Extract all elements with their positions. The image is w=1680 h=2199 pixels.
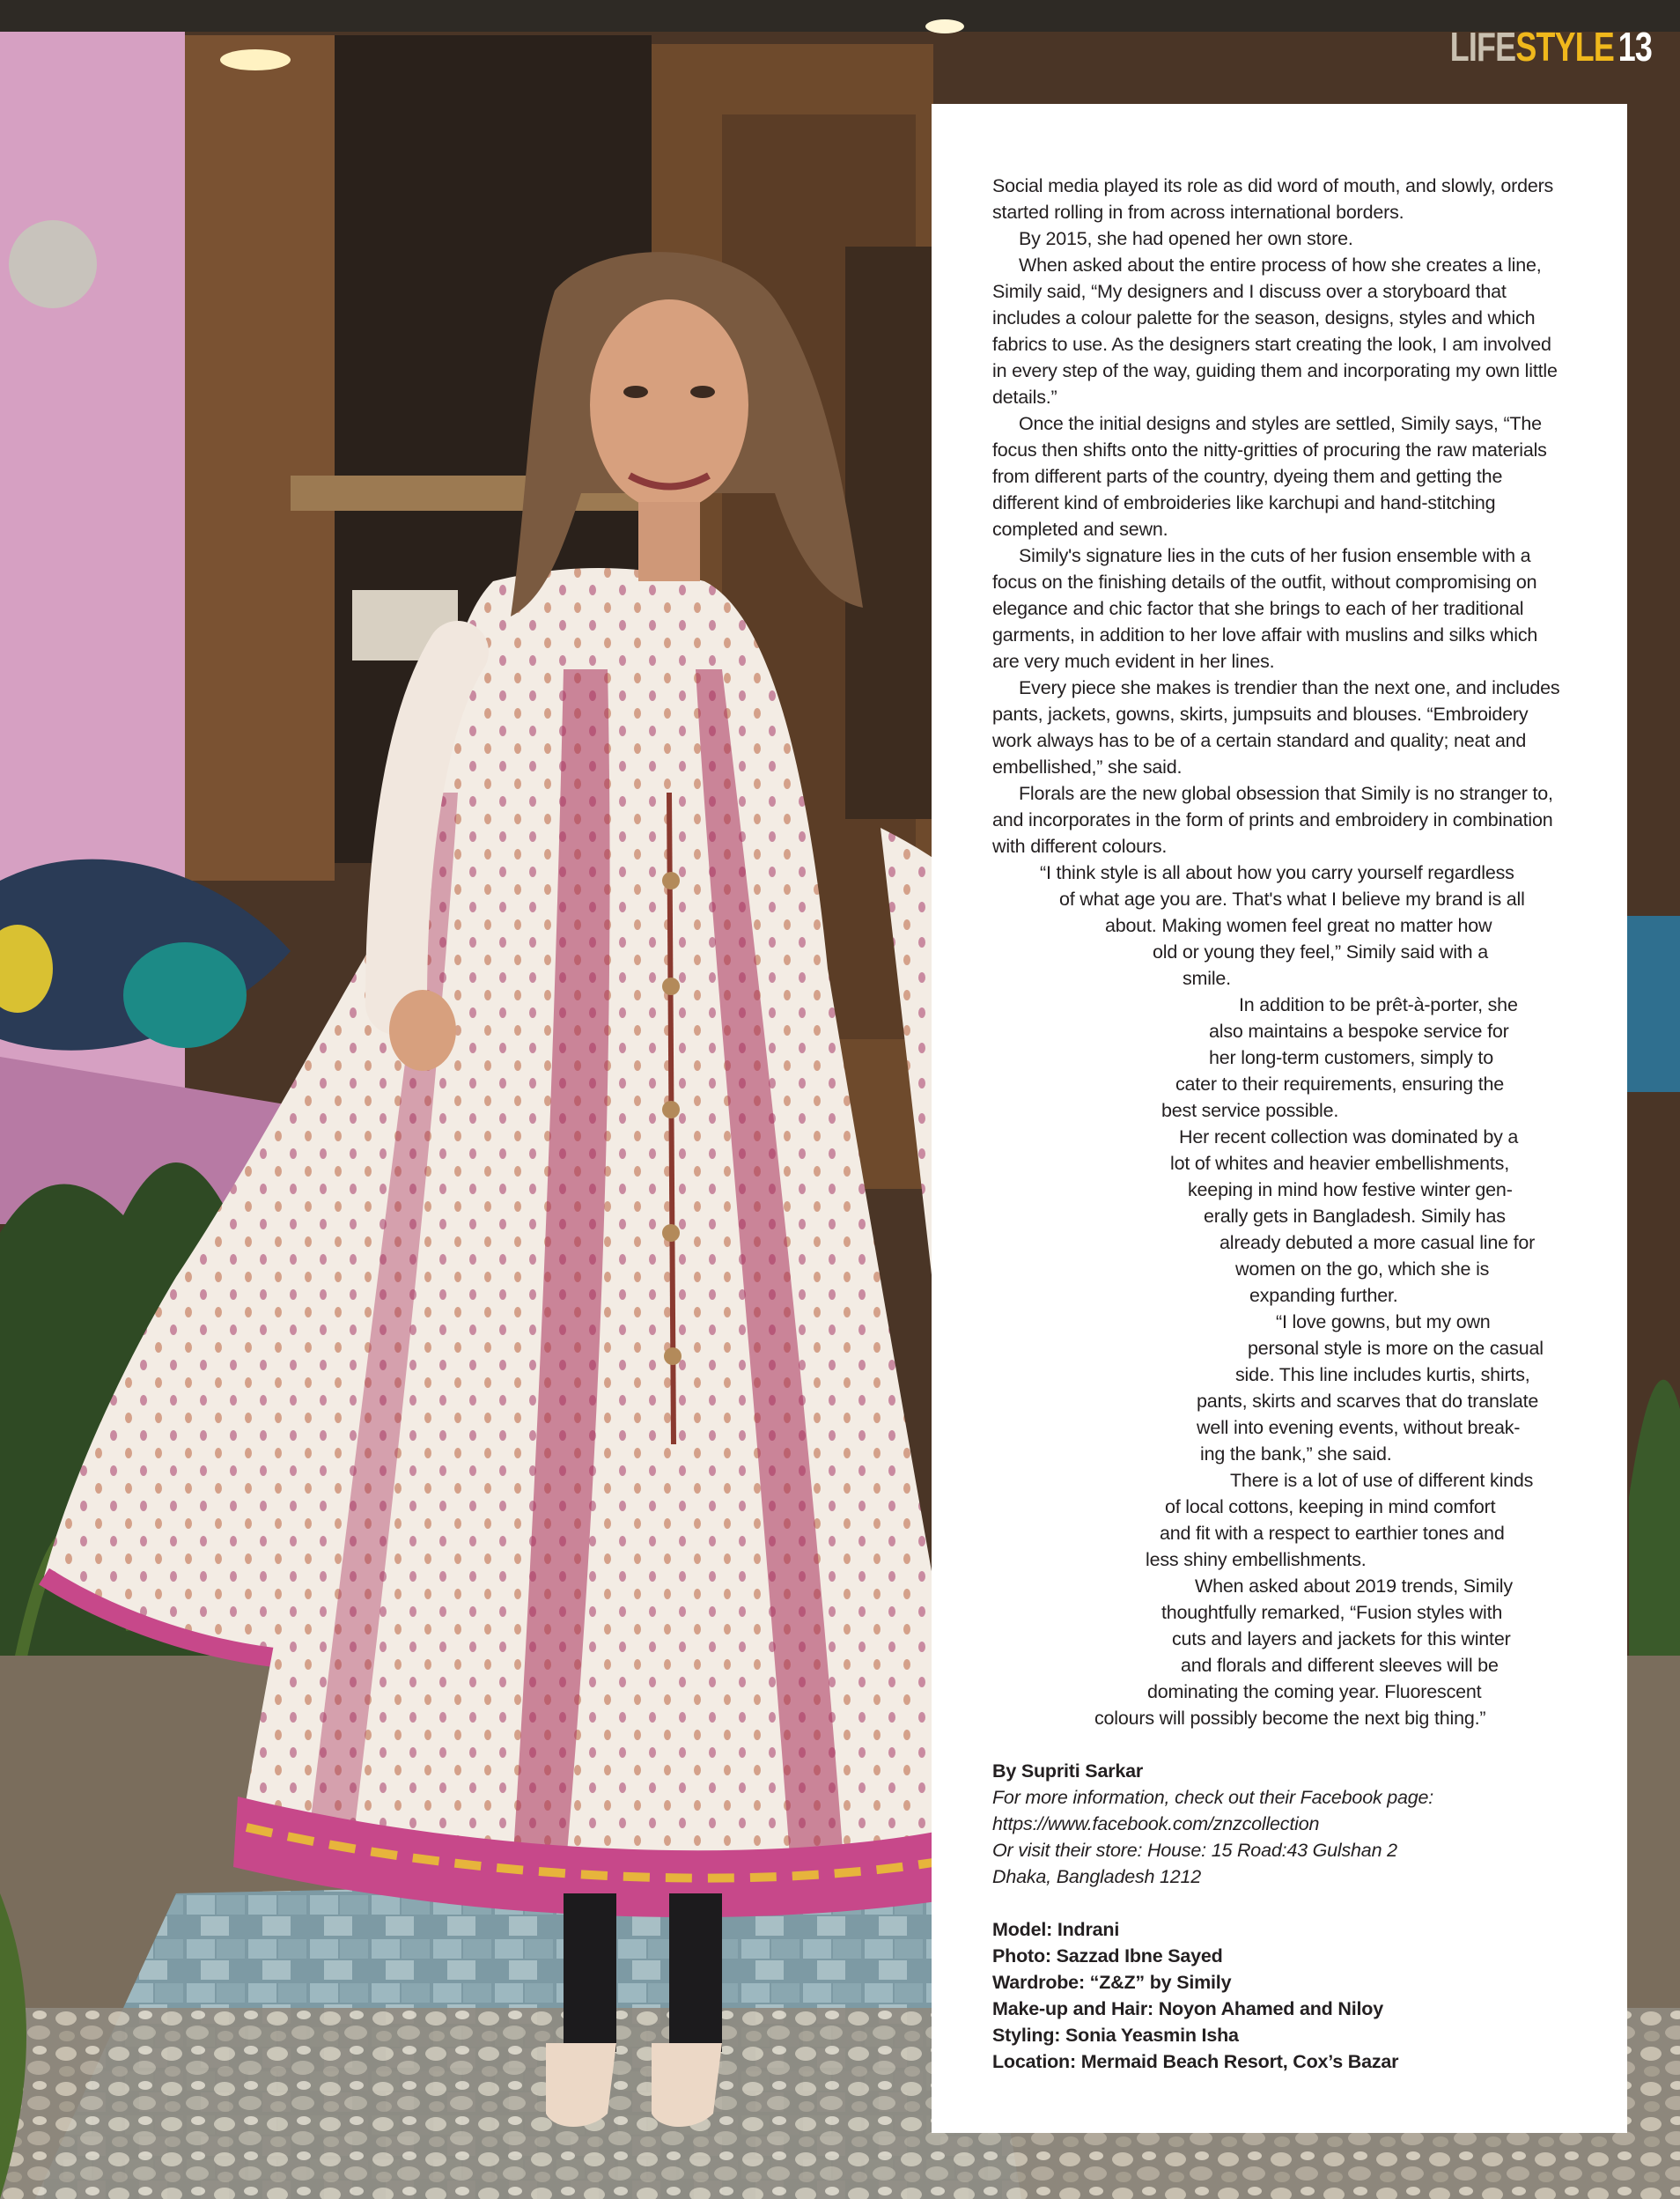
author: By Supriti Sarkar: [992, 1760, 1144, 1782]
article-paragraph: Social media played its role as did word of mouth, and slowly, orders started rolling in from across international borders.: [992, 175, 1554, 223]
article-paragraph: Simily's signature lies in the cuts of her fusion ensemble with a focus on the finishing details of the outfit, without compromising on elegance and chic factor that she brings to each of her traditional garments, in addition to her love affair with muslins and silks which are very much evident in her lines.: [992, 545, 1538, 672]
byline: [992, 1758, 1564, 1890]
article-paragraph-cottons: [992, 1467, 1564, 1573]
wrapped-line: best service possible.: [1161, 1100, 1339, 1121]
wrapped-line: of what age you are. That's what I believe my brand is all: [1059, 889, 1525, 910]
wrapped-line: and fit with a respect to earthier tones and: [1160, 1523, 1505, 1544]
article-paragraph: Once the initial designs and styles are settled, Simily says, “The focus then shifts onto the nitty-gritties of procuring the raw materials from different parts of the country, dyeing them and getting the different kind of embroideries like karchupi and hand-stitching completed and sewn.: [992, 413, 1547, 540]
wrapped-line: keeping in mind how festive winter gen-: [1188, 1179, 1513, 1200]
wrapped-line: her long-term customers, simply to: [1209, 1047, 1493, 1068]
credit-line: Photo: Sazzad Ibne Sayed: [992, 1945, 1223, 1967]
logo-life: LIFE: [1449, 24, 1516, 70]
wrapped-line: “I love gowns, but my own: [1276, 1311, 1491, 1332]
wrapped-line: There is a lot of use of different kinds: [1230, 1470, 1534, 1491]
wrapped-line: pants, skirts and scarves that do translate: [1197, 1391, 1539, 1412]
wrapped-line: When asked about 2019 trends, Simily: [1195, 1575, 1513, 1597]
wrapped-line: colours will possibly become the next big thing.”: [1094, 1708, 1486, 1729]
wrapped-line: smile.: [1183, 968, 1231, 989]
wrapped-line: and florals and different sleeves will be: [1181, 1655, 1499, 1676]
photo-credits: [992, 1916, 1564, 2075]
wrapped-line: personal style is more on the casual: [1248, 1338, 1544, 1359]
wrapped-line: women on the go, which she is: [1235, 1258, 1490, 1280]
credit-line: Make-up and Hair: Noyon Ahamed and Niloy: [992, 1998, 1383, 2019]
wrapped-line: of local cottons, keeping in mind comfort: [1165, 1496, 1496, 1517]
wrapped-line: cater to their requirements, ensuring the: [1175, 1074, 1505, 1095]
wrapped-line: already debuted a more casual line for: [1219, 1232, 1536, 1253]
wrapped-line: thoughtfully remarked, “Fusion styles with: [1161, 1602, 1503, 1623]
logo-style: STYLE: [1515, 24, 1614, 70]
wrapped-line: In addition to be prêt-à-porter, she: [1239, 994, 1518, 1015]
wrapped-line: expanding further.: [1249, 1285, 1398, 1306]
store-info-line: Or visit their store: House: 15 Road:43 Gulshan 2: [992, 1840, 1397, 1861]
article-paragraph-quote: [992, 860, 1564, 992]
article-paragraph: Florals are the new global obsession that Simily is no stranger to, and incorporates in the form of prints and embroidery in combination with different colours.: [992, 783, 1553, 857]
store-info-line: For more information, check out their Facebook page:: [992, 1787, 1434, 1808]
page-number: 13: [1617, 24, 1652, 70]
credit-line: Model: Indrani: [992, 1919, 1120, 1940]
wrapped-line: Her recent collection was dominated by a: [1179, 1126, 1519, 1147]
article-paragraph-collection: [992, 1124, 1564, 1309]
wrapped-line: about. Making women feel great no matter how: [1105, 915, 1492, 936]
wrapped-line: “I think style is all about how you carry yourself regardless: [1040, 862, 1514, 883]
wrapped-line: ing the bank,” she said.: [1200, 1443, 1392, 1465]
wrapped-line: side. This line includes kurtis, shirts,: [1235, 1364, 1530, 1385]
article-paragraph-gowns: [992, 1309, 1564, 1467]
article-paragraph: By 2015, she had opened her own store.: [1019, 228, 1353, 249]
article-paragraph-bespoke: [992, 992, 1564, 1124]
wrapped-line: also maintains a bespoke service for: [1209, 1021, 1509, 1042]
article-paragraph: Every piece she makes is trendier than the next one, and includes pants, jackets, gowns, skirts, jumpsuits and blouses. “Embroidery work always has to be of a certain standard and quality; neat and embellished,” she said.: [992, 677, 1560, 778]
section-logo: [1449, 24, 1652, 70]
store-info-line: Dhaka, Bangladesh 1212: [992, 1866, 1202, 1887]
wrapped-line: dominating the coming year. Fluorescent: [1147, 1681, 1482, 1702]
article-body: [932, 104, 1627, 2133]
credit-line: Location: Mermaid Beach Resort, Cox’s Bazar: [992, 2051, 1399, 2072]
facebook-link[interactable]: https://www.facebook.com/znzcollection: [992, 1813, 1320, 1834]
wrapped-line: lot of whites and heavier embellishments,: [1170, 1153, 1509, 1174]
credit-line: Wardrobe: “Z&Z” by Simily: [992, 1972, 1232, 1993]
wrapped-line: old or young they feel,” Simily said with a: [1153, 941, 1488, 963]
wrapped-line: cuts and layers and jackets for this winter: [1172, 1628, 1511, 1649]
wrapped-line: less shiny embellishments.: [1146, 1549, 1367, 1570]
article-panel: [932, 104, 1627, 2133]
wrapped-line: erally gets in Bangladesh. Simily has: [1204, 1206, 1506, 1227]
wrapped-line: well into evening events, without break-: [1197, 1417, 1521, 1438]
article-paragraph-trends: [992, 1573, 1564, 1731]
credit-line: Styling: Sonia Yeasmin Isha: [992, 2025, 1239, 2046]
article-paragraph: When asked about the entire process of how she creates a line, Simily said, “My designers and I discuss over a storyboard that includes a colour palette for the season, designs, styles and which fabrics to use. As the designers start creating the look, I am involved in every step of the way, guiding them and incorporating my own little details.”: [992, 255, 1558, 408]
